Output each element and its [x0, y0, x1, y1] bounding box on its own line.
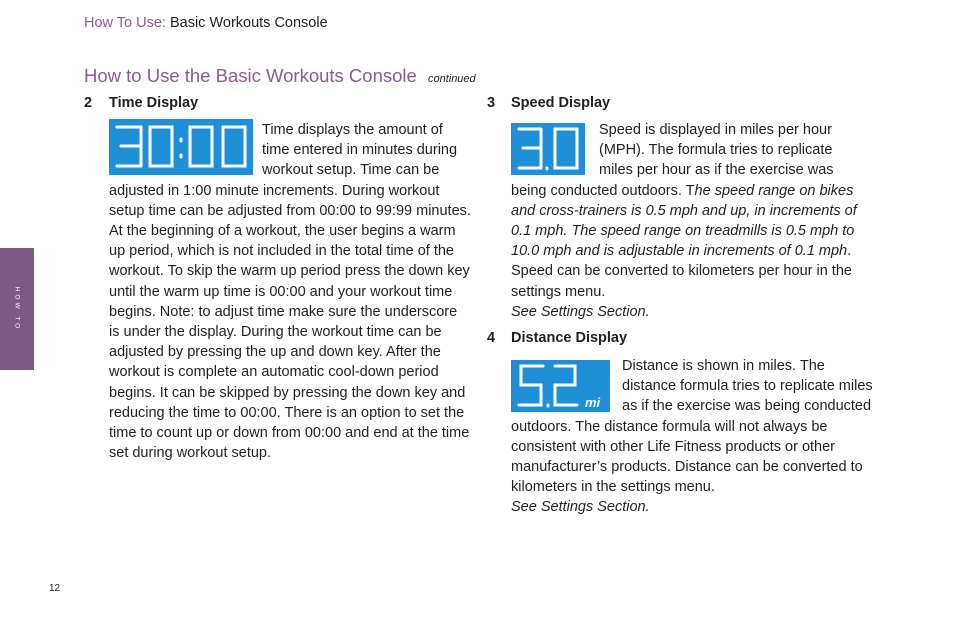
breadcrumb-page: Basic Workouts Console	[169, 15, 328, 31]
speed-see-settings: See Settings Section.	[511, 303, 650, 320]
page-title-block	[84, 65, 476, 87]
time-body-text: Time displays the amount of time entered in minutes during workout setup. Time can be adjusted in 1:00 minute increments. During workout setup time can be adjusted from 00:00 to 99:99 minutes. At the beginning of a workout, the user begins a warm up period, which is not included in the total time of the workout. To skip the warm up period press the down key until the warm up time is 00:00 and your workout time begins. Note: to adjust time make sure the underscore is under the display. During the workout time can be adjusted by pressing the up and down key. After the workout is complete an automatic cool-down period begins. It can be skipped by pressing the down key and reducing the time to 00:00. There is an option to set the time to count up or down from 00:00 and end at the time set during workout setup.	[109, 122, 471, 462]
speed-display-float-spacer	[511, 120, 599, 180]
speed-body-italic: he speed range on bikes and cross-trainers is 0.5 mph and up, in increments of 0.1 mph. The speed range on treadmills is 0.5 mph to 10.0 mph and is adjustable in increments of 0.1 mph	[511, 182, 857, 260]
time-section-number: 2	[84, 95, 93, 111]
distance-section-heading: Distance Display	[511, 330, 628, 346]
time-body	[109, 120, 471, 463]
distance-see-settings: See Settings Section.	[511, 499, 650, 516]
speed-section-number: 3	[487, 95, 496, 111]
continued-label: continued	[427, 73, 476, 85]
distance-body-text: Distance is shown in miles. The distance formula tries to replicate miles as if the exercise was being conducted outdoors. The distance formula will not always be consistent with other Life Fitness products or other manufacturer’s products. Distance can be converted to kilometers in the settings menu.	[511, 358, 873, 496]
distance-body	[511, 356, 873, 518]
side-tab[interactable]	[0, 248, 34, 370]
breadcrumb	[84, 15, 328, 31]
distance-section-number: 4	[487, 330, 496, 346]
page-number: 12	[49, 583, 61, 594]
distance-display-float-spacer	[511, 356, 622, 416]
speed-body	[511, 120, 861, 322]
time-section-heading: Time Display	[109, 95, 199, 111]
speed-body-text-1: Speed is displayed in miles per hour (MPH). The formula tries to replicate miles per hour as if the exercise was being conducted outdoors. T	[511, 122, 834, 199]
speed-body-text-2: . Speed can be converted to kilometers per hour in the settings menu.	[511, 243, 852, 300]
time-display-float-spacer	[109, 120, 262, 180]
page-title: How to Use the Basic Workouts Console	[84, 65, 417, 86]
distance-unit: mi	[585, 395, 601, 410]
breadcrumb-section: How To Use:	[84, 15, 166, 31]
speed-section-heading: Speed Display	[511, 95, 611, 111]
side-tab-label: HOW TO	[13, 286, 21, 332]
